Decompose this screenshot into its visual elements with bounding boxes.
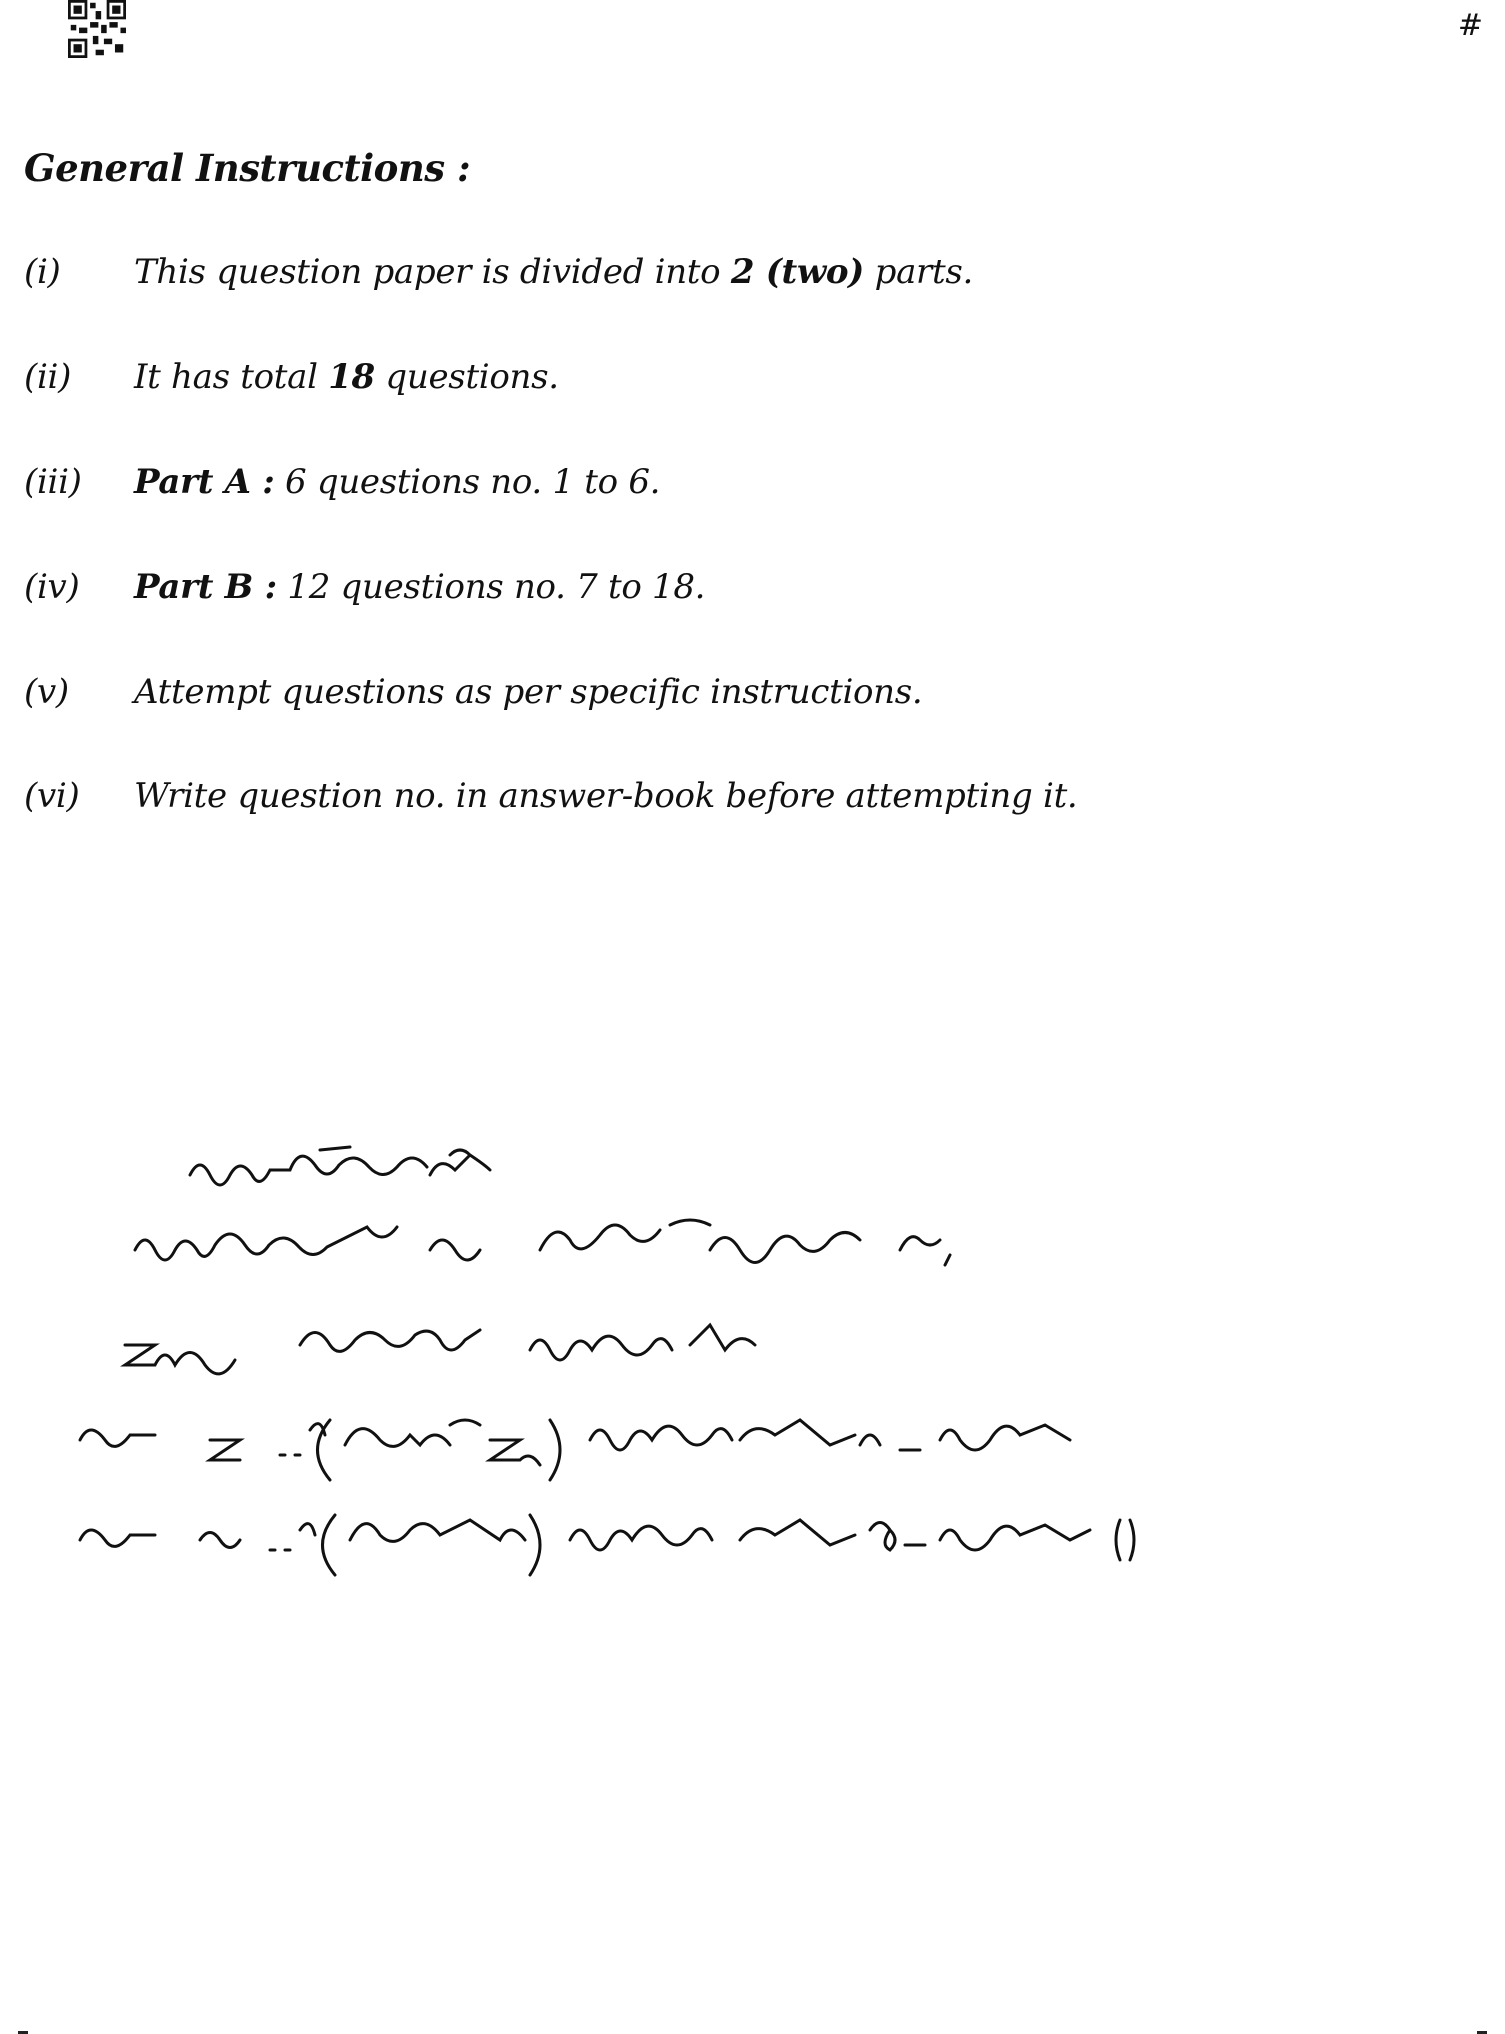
instruction-item <box>24 357 559 397</box>
item-text: Write question no. in answer-book before attempting it. <box>134 776 1078 816</box>
item-number: (ii) <box>24 357 72 397</box>
item-text: questions. <box>374 357 559 397</box>
instruction-item <box>24 252 973 292</box>
item-number: (v) <box>24 672 69 712</box>
item-number: (i) <box>24 252 61 292</box>
item-number: (vi) <box>24 776 80 816</box>
item-bold: 2 (two) <box>730 252 865 292</box>
handwritten-instructions <box>70 1120 1470 1600</box>
page-title: General Instructions : <box>24 146 471 190</box>
item-text: parts. <box>864 252 974 292</box>
item-number: (iv) <box>24 567 80 607</box>
item-bold: 18 <box>328 357 375 397</box>
instruction-item <box>24 776 1077 816</box>
item-bold: Part A : <box>134 462 275 502</box>
instruction-item <box>24 567 705 607</box>
item-text: It has total <box>134 357 329 397</box>
item-bold: Part B : <box>134 567 277 607</box>
item-text: 6 questions no. 1 to 6. <box>274 462 661 502</box>
item-number: (iii) <box>24 462 82 502</box>
item-text: This question paper is divided into <box>134 252 731 292</box>
qr-code <box>68 0 126 58</box>
item-text: 12 questions no. 7 to 18. <box>276 567 706 607</box>
instruction-item <box>24 462 660 502</box>
item-text: Attempt questions as per specific instructions. <box>134 672 923 712</box>
page-mark: # <box>1457 8 1483 43</box>
instruction-item <box>24 672 922 712</box>
